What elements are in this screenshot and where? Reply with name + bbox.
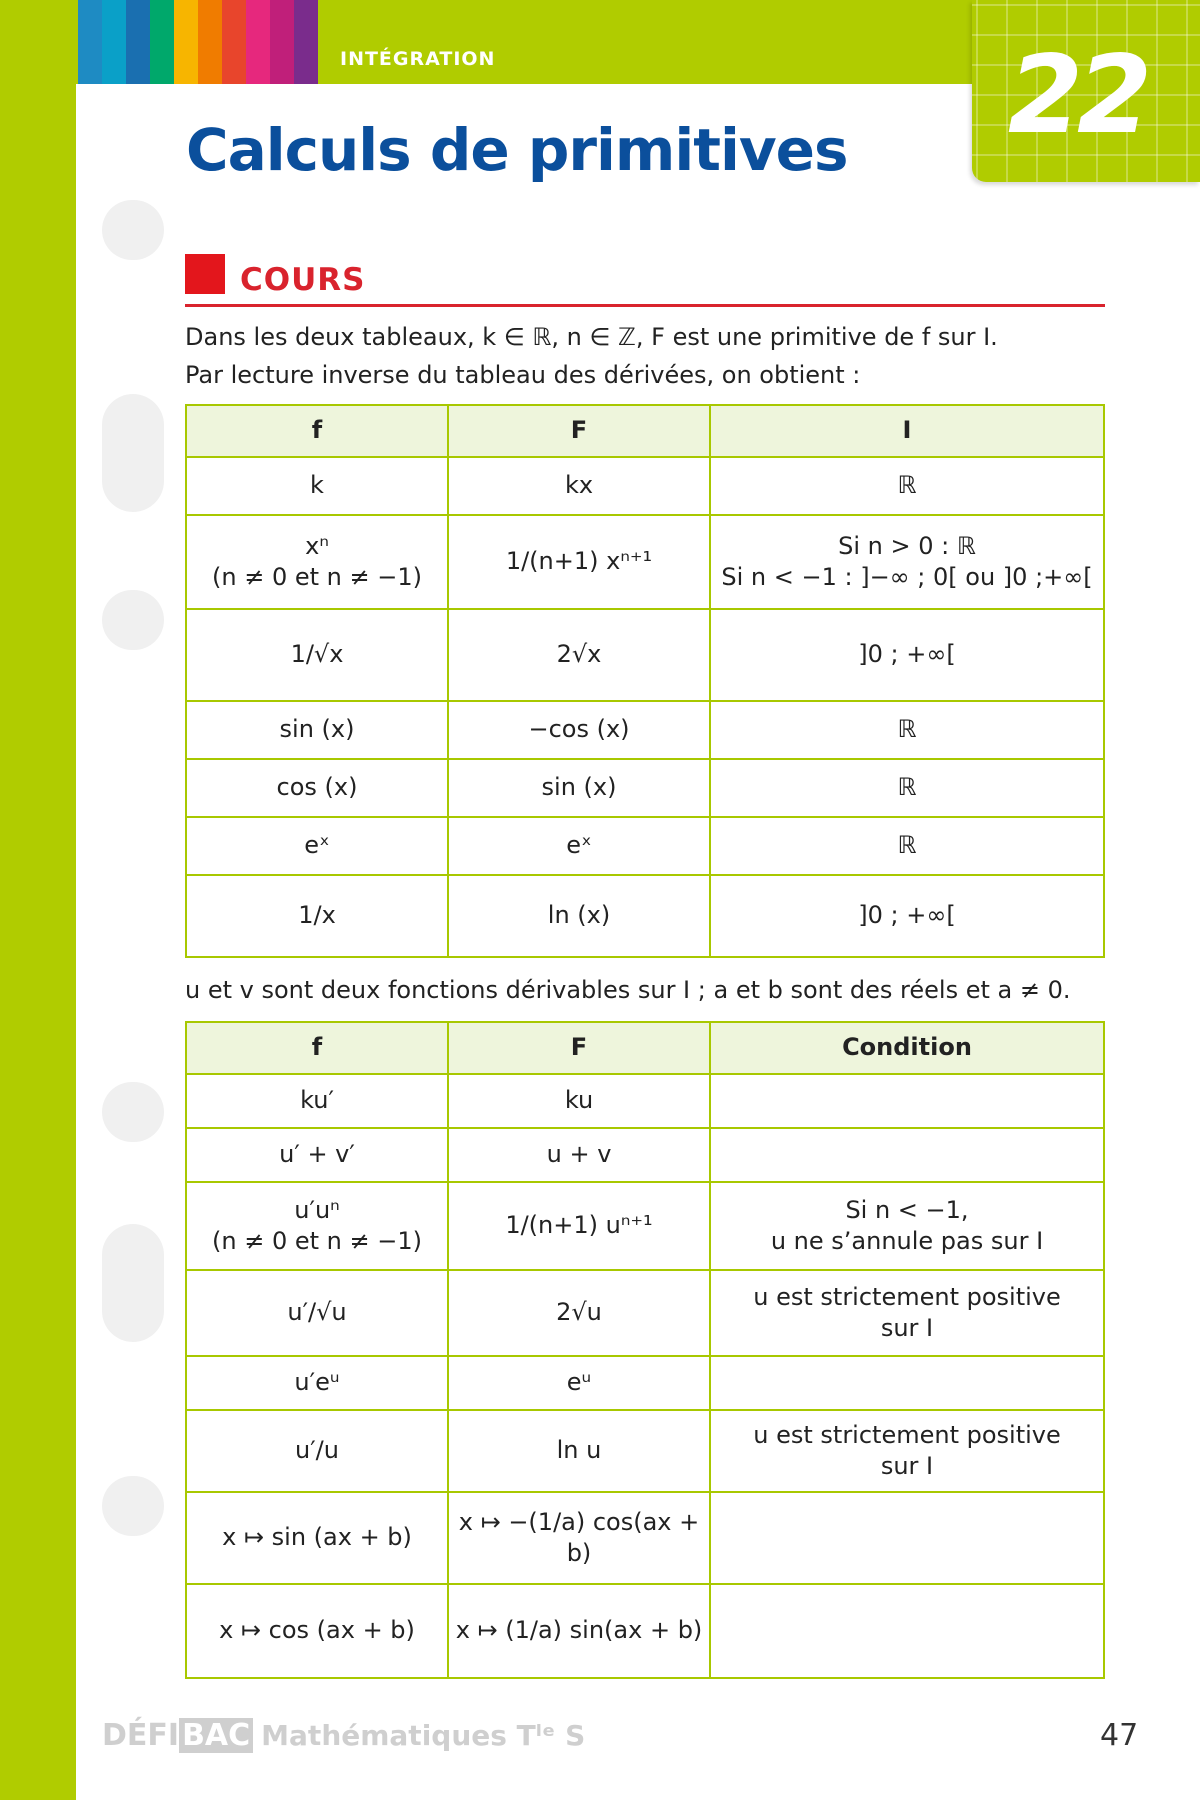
cell-line: u′/u [295,1436,339,1465]
chapter-tab [972,0,1200,182]
table-cell [710,701,1104,759]
color-stripe [294,0,318,84]
cell-line: u′/√u [287,1298,347,1327]
table-cell [448,515,710,609]
color-stripe [102,0,126,84]
cell-line: 2√x [556,640,602,669]
table-cell [710,609,1104,701]
cell-line: 1/(n+1) xⁿ⁺¹ [505,547,653,576]
table-cell [710,1492,1104,1584]
table-cell [710,1128,1104,1182]
cell-line: u′uⁿ [294,1195,340,1224]
table-cell [186,759,448,817]
cell-line: ℝ [897,715,917,744]
cell-line: x ↦ (1/a) sin(ax + b) [455,1616,703,1645]
intro-text [185,318,998,394]
cell-line: eᵘ [566,1368,592,1397]
table-cell [448,875,710,957]
table-cell [710,875,1104,957]
cell-line: eˣ [566,831,592,860]
table-header: f [186,1022,448,1074]
cell-line: sur I [880,1452,934,1480]
table-cell [710,515,1104,609]
cell-line: 2√u [556,1298,602,1327]
color-stripe [270,0,294,84]
table-cell [448,609,710,701]
cell-line: Si n < −1, [845,1195,969,1224]
cell-line: −cos (x) [528,715,630,744]
cell-line: 1/√x [290,640,344,669]
table-cell [710,1074,1104,1128]
cell-line: ]0 ; +∞[ [858,640,956,669]
color-stripe [150,0,174,84]
section-heading [185,252,1105,307]
table-cell [186,1074,448,1128]
table-row [186,1128,1104,1182]
binder-hole [102,394,164,512]
page-number: 47 [1100,1718,1139,1753]
cell-line: x ↦ sin (ax + b) [222,1523,412,1552]
footer-subtitle: Mathématiques Tˡᵉ S [261,1719,586,1752]
table-cell [186,609,448,701]
table-row [186,457,1104,515]
table-cell [186,817,448,875]
cell-line: ]0 ; +∞[ [858,901,956,930]
table-cell [448,1584,710,1678]
table-row [186,817,1104,875]
cell-line: ku′ [300,1086,334,1115]
cell-line: u′ + v′ [279,1140,355,1169]
table-cell [710,1270,1104,1356]
binder-hole [102,1476,164,1536]
footer-brand [102,1718,585,1753]
note-text: u et v sont deux fonctions dérivables sur I ; a et b sont des réels et a ≠ 0. [185,976,1071,1004]
cell-line: Si n > 0 : ℝ [838,531,976,560]
cell-line: u est strictement positive [753,1420,1061,1449]
cell-line: u est strictement positive [753,1282,1061,1311]
binder-hole [102,200,164,260]
chapter-number: 22 [1007,33,1147,158]
cell-line: u ne s’annule pas sur I [770,1227,1044,1255]
table-cell [186,515,448,609]
cell-line: (n ≠ 0 et n ≠ −1) [212,1227,422,1255]
table-row [186,875,1104,957]
color-stripe [78,0,102,84]
table-cell [186,1270,448,1356]
table-body [186,1074,1104,1678]
table-cell [186,1182,448,1270]
table-cell [710,1182,1104,1270]
intro-line: Par lecture inverse du tableau des dérivées, on obtient : [185,361,861,389]
color-stripes [78,0,318,84]
table-cell [448,1356,710,1410]
cell-line: sin (x) [279,715,355,744]
table-cell [710,1356,1104,1410]
chapter-label: INTÉGRATION [340,48,496,70]
table-cell [710,1584,1104,1678]
table-cell [448,1492,710,1584]
cell-line: kx [564,471,594,500]
cell-line: 1/(n+1) uⁿ⁺¹ [505,1211,653,1240]
table-header: Condition [710,1022,1104,1074]
section-marker [185,254,225,294]
table-cell [710,457,1104,515]
cell-line: u′eᵘ [294,1368,340,1397]
cell-line: ln u [556,1436,602,1465]
cell-line: (n ≠ 0 et n ≠ −1) [212,563,422,591]
table-header: f [186,405,448,457]
table-cell [448,1182,710,1270]
intro-line: Dans les deux tableaux, k ∈ ℝ, n ∈ ℤ, F est une primitive de f sur I. [185,323,998,351]
table-row [186,1410,1104,1492]
table-row [186,1182,1104,1270]
binder-hole [102,590,164,650]
cell-line: u + v [546,1140,612,1169]
cell-line: ℝ [897,773,917,802]
color-stripe [174,0,198,84]
table-row [186,609,1104,701]
table-cell [186,875,448,957]
cell-line: sin (x) [541,773,617,802]
table-cell [710,759,1104,817]
brand-part: DÉFI [102,1718,180,1753]
binder-hole [102,1082,164,1142]
composite-primitives-table [185,1021,1105,1679]
color-stripe [198,0,222,84]
table-cell [186,1492,448,1584]
cell-line: xⁿ [305,531,329,560]
table-cell [448,1074,710,1128]
table-cell [186,1584,448,1678]
cell-line: Si n < −1 : ]−∞ ; 0[ ou ]0 ;+∞[ [721,563,1093,591]
table-cell [710,817,1104,875]
table-cell [186,1410,448,1492]
table-row [186,1492,1104,1584]
color-stripe [222,0,246,84]
table-row [186,1270,1104,1356]
table-cell [448,759,710,817]
table-cell [448,457,710,515]
cell-line: ln (x) [547,901,611,930]
binder-hole [102,1224,164,1342]
color-stripe [246,0,270,84]
table-cell [186,701,448,759]
table-header: F [448,1022,710,1074]
color-stripe [126,0,150,84]
primitives-table [185,404,1105,958]
table-header: F [448,405,710,457]
cell-line: k [310,471,324,500]
table-cell [448,1410,710,1492]
cell-line: ℝ [897,831,917,860]
table-row [186,1356,1104,1410]
table-row [186,701,1104,759]
cell-line: ℝ [897,471,917,500]
table-cell [448,1128,710,1182]
cell-line: x ↦ cos (ax + b) [219,1616,415,1645]
cell-line: sur I [880,1314,934,1342]
table-cell [186,457,448,515]
table-row [186,515,1104,609]
table-cell [186,1128,448,1182]
brand-part: BAC [179,1718,253,1753]
cell-line: eˣ [304,831,330,860]
left-margin-band [0,0,76,1800]
table-cell [448,817,710,875]
table-cell [448,1270,710,1356]
table-header: I [710,405,1104,457]
cell-line: 1/x [298,901,336,930]
page-title: Calculs de primitives [186,116,848,184]
table-row [186,759,1104,817]
section-title: COURS [240,262,366,298]
cell-line: ku [564,1086,594,1115]
table-cell [186,1356,448,1410]
cell-line: x ↦ −(1/a) cos(ax + b) [458,1507,700,1567]
table-body [186,457,1104,957]
cell-line: cos (x) [276,773,358,802]
table-cell [710,1410,1104,1492]
table-row [186,1584,1104,1678]
table-row [186,1074,1104,1128]
table-cell [448,701,710,759]
